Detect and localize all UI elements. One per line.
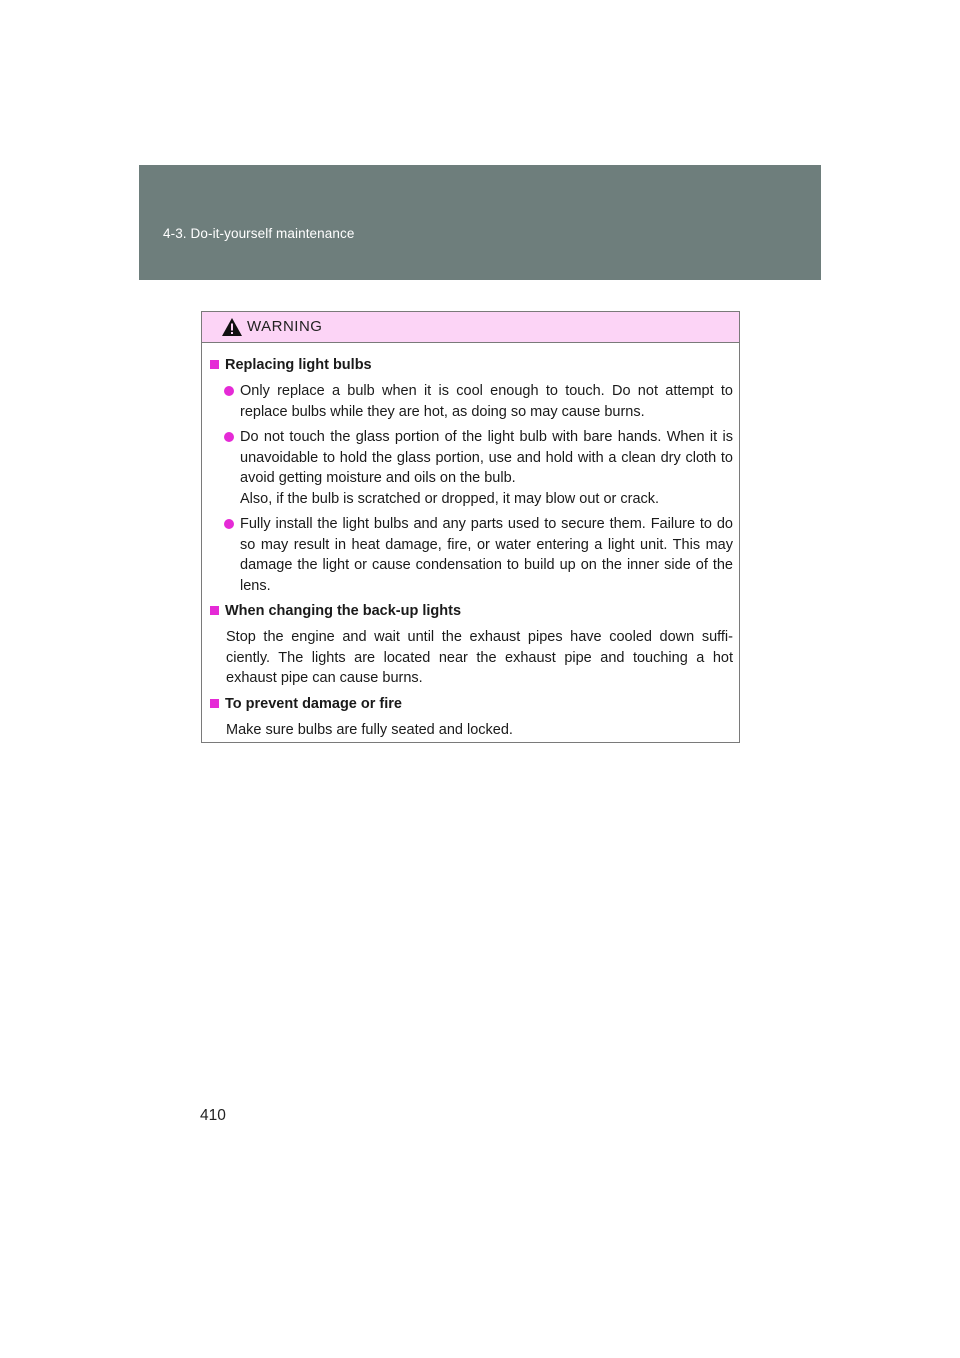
circle-bullet-icon: [224, 386, 234, 396]
circle-bullet-icon: [224, 519, 234, 529]
section-heading: Replacing light bulbs: [210, 355, 733, 375]
warning-box: [201, 311, 740, 743]
square-bullet-icon: [210, 360, 219, 369]
header-band: [139, 165, 821, 280]
list-item: Only replace a bulb when it is cool enough to touch. Do not attempt to replace bulbs while they are hot, as doing so may cause burns.: [210, 381, 733, 422]
section-heading: To prevent damage or fire: [210, 694, 733, 714]
warning-title: WARNING: [247, 318, 323, 335]
section-title: 4-3. Do-it-yourself maintenance: [163, 226, 355, 241]
list-item: Fully install the light bulbs and any parts used to secure them. Failure to do so may result in heat damage, fire, or water entering a light unit. This may damage the light or cause condensation to build up on the inner side of the lens.: [210, 514, 733, 596]
warning-header: [202, 312, 739, 343]
circle-bullet-icon: [224, 432, 234, 442]
section-heading: When changing the back-up lights: [210, 601, 733, 621]
square-bullet-icon: [210, 699, 219, 708]
section-text: Stop the engine and wait until the exhaust pipes have cooled down suffi-ciently. The lights are located near the exhaust pipe and touching a hot exhaust pipe can cause burns.: [226, 629, 733, 686]
page-number: 410: [200, 1107, 226, 1124]
square-bullet-icon: [210, 606, 219, 615]
warning-body: [202, 343, 739, 740]
section-text: Make sure bulbs are fully seated and locked.: [226, 721, 513, 738]
list-item: Do not touch the glass portion of the light bulb with bare hands. When it is unavoidable to hold the glass portion, use and hold with a clean dry cloth to avoid getting moisture and oils on the bulb. Also, if the bulb is scratched or dropped, it may blow out or crack.: [210, 427, 733, 509]
warning-triangle-icon: [221, 317, 243, 337]
